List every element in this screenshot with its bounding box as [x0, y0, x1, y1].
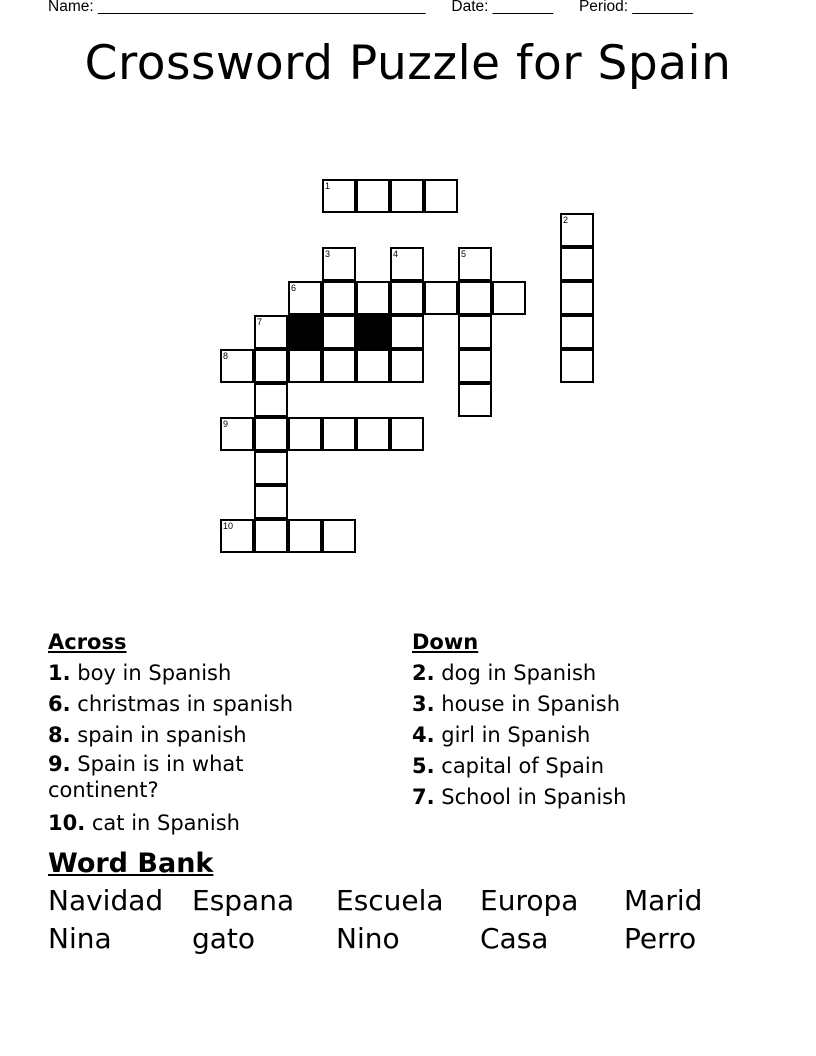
- clue-number: 10: [223, 521, 234, 531]
- black-square: [288, 315, 322, 349]
- word-bank-word: Espana: [192, 884, 295, 917]
- clue-number: 8: [223, 351, 229, 361]
- crossword-cell[interactable]: [322, 349, 356, 383]
- crossword-cell[interactable]: [220, 417, 254, 451]
- crossword-cell[interactable]: [560, 213, 594, 247]
- word-bank-word: Nina: [48, 922, 112, 955]
- word-bank-word: Escuela: [336, 884, 444, 917]
- crossword-cell[interactable]: [458, 315, 492, 349]
- date-label: Date:: [451, 0, 489, 15]
- word-bank-word: gato: [192, 922, 256, 955]
- clue-number: 4: [393, 249, 399, 259]
- crossword-cell[interactable]: [390, 417, 424, 451]
- clue-number: 7: [257, 317, 263, 327]
- name-label: Name:: [48, 0, 94, 15]
- down-clue: 7. School in Spanish: [412, 785, 627, 809]
- crossword-cell[interactable]: [322, 519, 356, 553]
- word-bank-word: Europa: [480, 884, 579, 917]
- crossword-cell[interactable]: [254, 519, 288, 553]
- crossword-cell[interactable]: [322, 179, 356, 213]
- crossword-cell[interactable]: [390, 179, 424, 213]
- crossword-cell[interactable]: [254, 417, 288, 451]
- word-bank-word: Nino: [336, 922, 400, 955]
- crossword-cell[interactable]: [560, 281, 594, 315]
- crossword-cell[interactable]: [356, 281, 390, 315]
- crossword-cell[interactable]: [356, 179, 390, 213]
- down-clue: 5. capital of Spain: [412, 754, 605, 778]
- period-blank[interactable]: _______: [632, 0, 693, 15]
- down-clue: 3. house in Spanish: [412, 692, 621, 716]
- date-blank[interactable]: _______: [492, 0, 554, 15]
- clue-number: 1: [325, 181, 331, 191]
- clue-number: 5: [461, 249, 467, 259]
- down-clues: [412, 627, 712, 813]
- crossword-cell[interactable]: [322, 315, 356, 349]
- down-clue: 4. girl in Spanish: [412, 723, 591, 747]
- word-bank-word: Casa: [480, 922, 549, 955]
- crossword-cell[interactable]: [390, 349, 424, 383]
- crossword-cell[interactable]: [458, 349, 492, 383]
- crossword-cell[interactable]: [356, 349, 390, 383]
- crossword-cell[interactable]: [458, 247, 492, 281]
- clue-number: 2: [563, 215, 569, 225]
- crossword-cell[interactable]: [322, 417, 356, 451]
- crossword-cell[interactable]: [424, 179, 458, 213]
- page-title: Crossword Puzzle for Spain: [84, 36, 732, 91]
- crossword-cell[interactable]: [390, 315, 424, 349]
- crossword-cell[interactable]: [254, 451, 288, 485]
- crossword-cell[interactable]: [322, 281, 356, 315]
- across-clue: 9. Spain is in what continent?: [48, 752, 244, 802]
- crossword-cell[interactable]: [220, 519, 254, 553]
- period-label: Period:: [578, 0, 629, 15]
- crossword-cell[interactable]: [458, 383, 492, 417]
- crossword-cell[interactable]: [390, 281, 424, 315]
- clue-number: 9: [223, 419, 229, 429]
- crossword-cell[interactable]: [322, 247, 356, 281]
- crossword-cell[interactable]: [288, 417, 322, 451]
- across-clue: 10. cat in Spanish: [48, 811, 240, 835]
- across-clues: [48, 627, 348, 839]
- crossword-cell[interactable]: [560, 315, 594, 349]
- crossword-cell[interactable]: [424, 281, 458, 315]
- word-bank-title: Word Bank: [48, 848, 214, 879]
- across-clue: 6. christmas in spanish: [48, 692, 294, 716]
- crossword-cell[interactable]: [356, 417, 390, 451]
- crossword-cell[interactable]: [288, 519, 322, 553]
- word-bank-word: Marid: [624, 884, 703, 917]
- name-blank[interactable]: ______________________________________: [97, 0, 426, 15]
- crossword-cell[interactable]: [390, 247, 424, 281]
- down-heading: Down: [412, 630, 479, 654]
- across-clue: 1. boy in Spanish: [48, 661, 232, 685]
- crossword-cell[interactable]: [492, 281, 526, 315]
- down-clue: 2. dog in Spanish: [412, 661, 597, 685]
- crossword-cell[interactable]: [220, 349, 254, 383]
- crossword-cell[interactable]: [288, 349, 322, 383]
- word-bank-word: Navidad: [48, 884, 164, 917]
- crossword-cell[interactable]: [560, 247, 594, 281]
- clue-number: 3: [325, 249, 331, 259]
- black-square: [356, 315, 390, 349]
- word-bank-word: Perro: [624, 922, 697, 955]
- across-clue: 8. spain in spanish: [48, 723, 247, 747]
- crossword-cell[interactable]: [254, 315, 288, 349]
- crossword-cell[interactable]: [254, 349, 288, 383]
- crossword-cell[interactable]: [458, 281, 492, 315]
- crossword-cell[interactable]: [560, 349, 594, 383]
- crossword-cell[interactable]: [288, 281, 322, 315]
- across-heading: Across: [48, 630, 127, 654]
- clue-number: 6: [291, 283, 297, 293]
- crossword-cell[interactable]: [254, 485, 288, 519]
- crossword-cell[interactable]: [254, 383, 288, 417]
